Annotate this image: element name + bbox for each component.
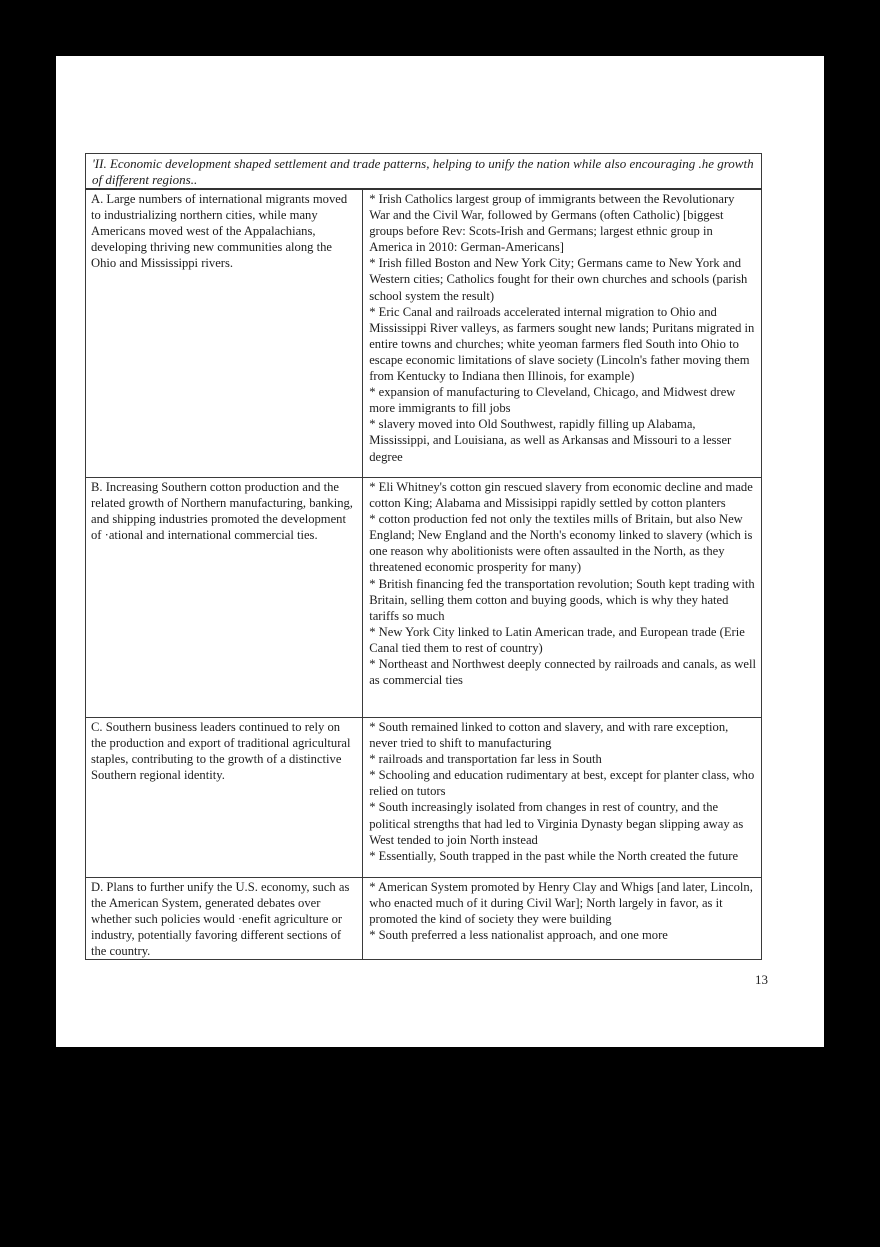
section-header: 'II. Economic development shaped settlement and trade patterns, helping to unify the nation while also encouraging .he growth of different regions..: [86, 154, 762, 190]
note-item: * Essentially, South trapped in the past while the North created the future: [369, 848, 739, 863]
document-page: [56, 56, 824, 1047]
note-item: * expansion of manufacturing to Cleveland, Chicago, and Midwest drew more immigrants to fill jobs: [369, 385, 736, 416]
note-item: * railroads and transportation far less in South: [369, 752, 602, 767]
note-item: * New York City linked to Latin American trade, and European trade (Erie Canal tied them to rest of country): [369, 624, 745, 655]
table-row: [86, 878, 762, 960]
note-item: * South increasingly isolated from changes in rest of country, and the political strengths that had led to Virginia Dynasty began slipping away as West tended to join North instead: [369, 800, 744, 847]
table-row: [86, 478, 762, 718]
note-item: * South remained linked to cotton and slavery, and with rare exception, never tried to shift to manufacturing: [369, 720, 729, 751]
notes-cell: [363, 189, 762, 478]
table-header-row: [86, 154, 762, 190]
notes-cell: [363, 478, 762, 718]
topic-cell: D. Plans to further unify the U.S. economy, such as the American System, generated debates over whether such policies would ·enefit agriculture or industry, potentially favoring different sections of the country.: [86, 878, 363, 960]
note-item: * South preferred a less nationalist approach, and one more: [369, 928, 668, 943]
note-item: * British financing fed the transportation revolution; South kept trading with Britain, selling them cotton and buying goods, which is why they hated tariffs so much: [369, 576, 755, 623]
note-item: * Schooling and education rudimentary at best, except for planter class, who relied on tutors: [369, 768, 755, 799]
page-number: 13: [755, 972, 768, 987]
note-item: * Irish filled Boston and New York City; Germans came to New York and Western cities; Catholics fought for their own churches and schools (parish school system the result): [369, 256, 748, 303]
note-item: * slavery moved into Old Southwest, rapidly filling up Alabama, Mississippi, and Louisiana, as well as Arkansas and Missouri to a lesser degree: [369, 417, 732, 464]
topic-cell: C. Southern business leaders continued to rely on the production and export of traditional agricultural staples, contributing to the growth of a distinctive Southern regional identity.: [86, 718, 363, 878]
notes-cell: [363, 878, 762, 960]
note-item: * Northeast and Northwest deeply connected by railroads and canals, as well as commercial ties: [369, 657, 756, 688]
note-item: * cotton production fed not only the textiles mills of Britain, but also New England; New England and the North's economy linked to slavery (which is one reason why abolitionists were often assaulted in the North, as they threatened economic prosperity for many): [369, 512, 753, 575]
note-item: * Eric Canal and railroads accelerated internal migration to Ohio and Mississippi River valleys, as farmers sought new lands; Puritans migrated in entire towns and churches; white yeoman farmers fled South into Ohio to escape economic limitations of slave society (Lincoln's father moving them from Kentucky to Indiana then Illinois, for example): [369, 304, 755, 384]
topic-cell: A. Large numbers of international migrants moved to industrializing northern cities, while many Americans moved west of the Appalachians, developing thriving new communities along the Ohio and Mississippi rivers.: [86, 189, 363, 478]
table-row: [86, 189, 762, 478]
notes-cell: [363, 718, 762, 878]
note-item: * American System promoted by Henry Clay and Whigs [and later, Lincoln, who enacted much of it during Civil War]; North largely in favor, as it promoted the kind of society they were building: [369, 880, 753, 927]
topic-cell: B. Increasing Southern cotton production and the related growth of Northern manufacturing, banking, and shipping industries promoted the development of ·ational and international commercial ties.: [86, 478, 363, 718]
note-item: * Eli Whitney's cotton gin rescued slavery from economic decline and made cotton King; Alabama and Missisippi rapidly settled by cotton planters: [369, 480, 753, 511]
note-item: * Irish Catholics largest group of immigrants between the Revolutionary War and the Civil War, followed by Germans (often Catholic) [biggest groups before Rev: Scots-Irish and Germans; largest ethnic group in America in 2010: German-Americans]: [369, 192, 735, 255]
content-table: [85, 153, 762, 960]
table-row: [86, 718, 762, 878]
